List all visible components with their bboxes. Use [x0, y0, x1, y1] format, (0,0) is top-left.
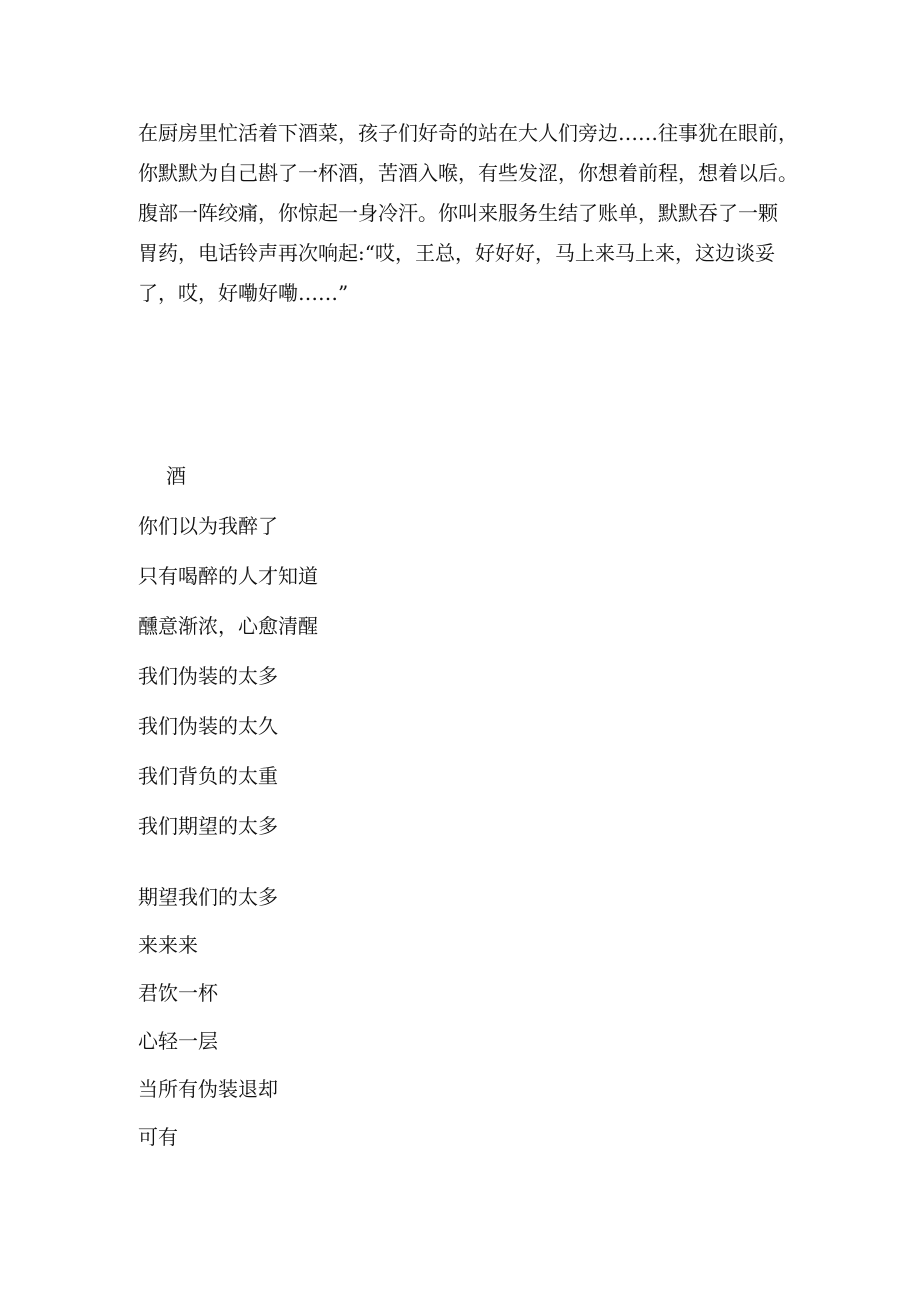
- poem-verse: 只有喝醉的人才知道: [138, 564, 318, 588]
- prose-paragraph: [138, 113, 798, 313]
- prose-line: 了，哎，好嘞好嘞……”: [138, 281, 349, 305]
- prose-line: 在厨房里忙活着下酒菜，孩子们好奇的站在大人们旁边……往事犹在眼前，: [138, 121, 798, 145]
- poem-stanza-2: [138, 882, 538, 1170]
- poem-stanza-1: [138, 511, 538, 861]
- poem-verse: 我们背负的太重: [138, 764, 278, 788]
- poem-verse: 我们伪装的太久: [138, 714, 278, 738]
- poem-verse: 心轻一层: [138, 1029, 218, 1053]
- poem-verse: 我们伪装的太多: [138, 664, 278, 688]
- poem-verse: 我们期望的太多: [138, 814, 278, 838]
- poem-verse: 醺意渐浓，心愈清醒: [138, 614, 318, 638]
- poem-verse: 期望我们的太多: [138, 885, 278, 909]
- poem-verse: 来来来: [138, 933, 198, 957]
- poem-verse: 你们以为我醉了: [138, 514, 278, 538]
- prose-line: 胃药，电话铃声再次响起:“哎，王总，好好好，马上来马上来，这边谈妥: [138, 241, 775, 265]
- poem-title: 酒: [166, 464, 186, 488]
- poem-verse: 可有: [138, 1125, 178, 1149]
- poem-verse: 君饮一杯: [138, 981, 218, 1005]
- poem-verse: 当所有伪装退却: [138, 1077, 278, 1101]
- prose-line: 你默默为自己斟了一杯酒，苦酒入喉，有些发涩，你想着前程，想着以后。: [138, 161, 798, 185]
- prose-line: 腹部一阵绞痛，你惊起一身冷汗。你叫来服务生结了账单，默默吞了一颗: [138, 201, 778, 225]
